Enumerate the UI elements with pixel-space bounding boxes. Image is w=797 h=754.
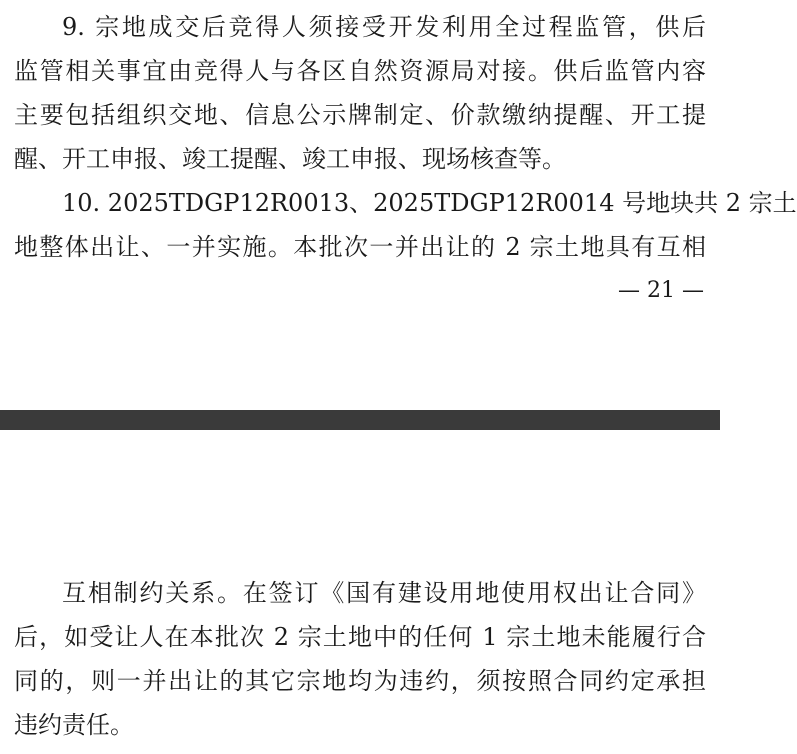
paragraph-line: 违约责任。: [14, 711, 134, 739]
paragraph-line: 醒、开工申报、竣工提醒、竣工申报、现场核查等。: [14, 145, 566, 173]
paragraph-line: 主要包括组织交地、信息公示牌制定、价款缴纳提醒、开工提: [14, 101, 706, 129]
paragraph-line: 后，如受让人在本批次 2 宗土地中的任何 1 宗土地未能履行合: [14, 623, 706, 651]
page-number: — 21 —: [618, 278, 704, 303]
paragraph-line: 监管相关事宜由竞得人与各区自然资源局对接。供后监管内容: [14, 57, 706, 85]
paragraph-line: 10. 2025TDGP12R0013、2025TDGP12R0014 号地块共 2 宗土: [62, 189, 797, 217]
paragraph-line: 互相制约关系。在签订《国有建设用地使用权出让合同》: [62, 579, 706, 607]
page-separator: [0, 410, 720, 430]
paragraph-line: 同的，则一并出让的其它宗地均为违约，须按照合同约定承担: [14, 667, 706, 695]
paragraph-line: 9. 宗地成交后竞得人须接受开发利用全过程监管，供后: [62, 13, 706, 41]
paragraph-line: 地整体出让、一并实施。本批次一并出让的 2 宗土地具有互相: [14, 233, 706, 261]
document-page-bottom: [0, 430, 720, 754]
